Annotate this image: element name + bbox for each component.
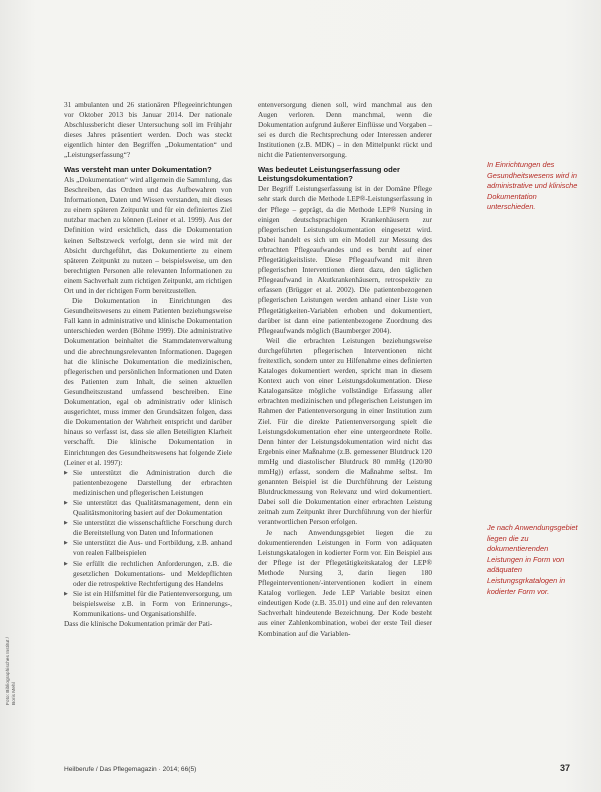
page-number: 37 [560, 763, 571, 773]
photo-credit: Foto: Bibliographisches Institut / Boris Mehl [6, 637, 17, 705]
section-heading-leistungserfassung: Was bedeutet Leistungserfassung oder Leistungsdokumentation? [258, 164, 400, 183]
list-item: ▶ Sie unterstützt das Qualitätsmanagement, denn ein Qualitätsmonitoring basiert auf der Dokumentation [64, 498, 232, 518]
list-item: ▶ Sie unterstützt die Aus- und Fortbildung, z.B. anhand von realen Fallbeispielen [64, 538, 232, 558]
intro-paragraph: 31 ambulanten und 26 stationären Pflegeeinrichtungen vor Oktober 2013 bis Januar 2014. Der nationale Abschlussbericht dieser Untersuchung soll im Frühjahr dieses Jahres präsentiert werden. Doch was steckt eigentlich hinter den Begriffen „Dokumentation“ und „Leistungserfassung“? [64, 100, 232, 160]
continuation-paragraph: entenversorgung dienen soll, wird manchmal aus den Augen verloren. Denn manchmal, wenn die Dokumentation aufgrund äußerer Einflüsse und Vorgaben – sei es durch die Rechtsprechung oder Interessen anderer Institutionen (z.B. MDK) – in den Mittelpunkt rückt und nicht die Patientenversorgung. [258, 100, 432, 160]
section-heading-documentation: Was versteht man unter Dokumentation? [64, 164, 212, 174]
closing-line: Dass die klinische Dokumentation primär der Pati- [64, 619, 213, 629]
definition-paragraph: Als „Dokumentation“ wird allgemein die Sammlung, das Beschreiben, das Ordnen und das Aufbewahren von Informationen, Daten und Wissen verstanden, mit dieses zu einem späteren Zeitpunkt und für ein definiertes Ziel nutzbar machen zu können (Leiner et al. 1999). Aus der Definition wird ersichtlich, dass die Dokumentation keinen Selbstzweck verfolgt, denn sie wird mit der Absicht durchgeführt, das Dokumentierte zu einem späteren Zeitpunkt zu nutzen – beispielsweise, um den berechtigten Personen alle relevanten Informationen zu einem Sachverhalt zum richtigen Zeitpunkt, am richtigen Ort und in der richtigen Form bereitzustellen. [64, 174, 232, 295]
margin-note-1: In Einrichtungen des Gesundheitswesens wird in administrative und klinische Dokumentation unterschieden. [487, 160, 578, 212]
text-column-left [64, 100, 232, 629]
list-item: ▶ Sie unterstützt die Administration durch die patientenbezogene Darstellung der erbrachten medizinischen und pflegerischen Leistungen [64, 468, 232, 498]
list-item: ▶ Sie unterstützt die wissenschaftliche Forschung durch die Bereitstellung von Daten und Informationen [64, 518, 232, 538]
footer-citation: Heilberufe / Das Pflegemagazin · 2014; 66(5) [64, 766, 197, 773]
clinical-documentation-paragraph: Die Dokumentation in Einrichtungen des Gesundheitswesens zu einem Patienten beziehungsweise Fall kann in administrative und klinische Dokumentation unterschieden werden (Böhme 1999). Die administrative Dokumentation beinhaltet die Stammdatenverwaltung und die abrechnungsrelevanten Informationen. Dagegen hat die klinische Dokumentation die medizinischen, pflegerischen und persönlichen Informationen und Daten des Patienten zum Inhalt, die seinen aktuellen Gesundheitszustand umfassend beschreiben. Eine Dokumentation, egal ob administrativ oder klinisch ausgerichtet, muss immer den Grundsätzen folgen, dass die Dokumentation der Wahrheit entspricht und darüber hinaus so verfasst ist, dass sie allen Beteiligten Klarheit verschafft. Die klinische Dokumentation in Einrichtungen des Gesundheitswesens hat folgende Ziele (Leiner et al. 1997): [64, 296, 232, 467]
margin-note-2: Je nach Anwendungsgebiet liegen die zu dokumentierenden Leistungen in Form von adäquaten Leistungsgrkatalogen in kodierter Form vor. [487, 523, 578, 596]
goals-list [64, 468, 232, 619]
lep-paragraph: Der Begriff Leistungserfassung ist in der Domäne Pflege sehr stark durch die Methode LEP®-Leistungserfassung in der Pflege – geprägt, da die Methode LEP® Nursing in einigen deutschsprachigen Krankenhäusern zur pflegerischen Leistungsdokumentation eingesetzt wird. Dabei handelt es sich um ein Modell zur Messung des erbrachten Pflegeaufwandes und es beruht auf einer Pflegetätigkeitsliste. Diese Pflegeaufwand mit ihren pflegerischen Interventionen dient dazu, den täglichen Pflegeaufwand in Akutkrankenhäusern, retrospektiv zu erfassen (Brügger et al. 2002). Die patientenbezogenen pflegerischen Leistungen werden anhand einer Liste von Pflegetätigkeiten-Variablen erhoben und dokumentiert, darüber ist dann eine patientenbezogene Zuordnung des Pflegeaufwands möglich (Baumberger 2004). [258, 184, 432, 335]
text-column-right [258, 100, 432, 639]
list-item: ▶ Sie ist ein Hilfsmittel für die Patientenversorgung, um beispielsweise z.B. in Form von Erinnerungs-, Kommunikations- und Organisationshilfe. [64, 589, 232, 619]
katalog-paragraph: Je nach Anwendungsgebiet liegen die zu dokumentierenden Leistungen in Form von adäquaten Leistungskatalogen in kodierter Form vor. Ein Beispiel aus der Pflege ist der Pflegetätigkeitskatalog der LEP® Methode Nursing 3, darin liegen 180 Pflegeinterventionen/-interventionen kodiert in einem Katalog vorliegen. Jede LEP Variable besitzt einen eindeutigen Kode (z.B. 35.01) und eine auf den relevanten Sachverhalt hindeutende Bezeichnung. Der Kode besteht aus einer Zahlenkombination, wobei der erste Teil dieser Kombination auf die Variablen- [258, 527, 432, 638]
list-item: ▶ Sie erfüllt die rechtlichen Anforderungen, z.B. die gesetzlichen Dokumentations- und Meldepflichten oder die retrospektive Rechtfertigung des Handelns [64, 559, 232, 589]
leistungsdokumentation-paragraph: Weil die erbrachten Leistungen beziehungsweise durchgeführten pflegerischen Interventionen nicht freitextlich, sondern unter zu Hilfenahme eines definierten Kataloges dokumentiert werden, spricht man in diesem Kontext auch von einer Leistungsdokumentation. Diese Katalogansätze mögliche vollständige Erfassung aller erbrachten medizinischen und pflegerischen Leistungen im Rahmen der Patientenversorgung in einer Institution zum Ziel. Für die direkte Patientenversorgung spielt die Leistungsdokumentation eher eine untergeordnete Rolle. Denn hinter der Leistungsdokumentation wird nicht das Ergebnis einer Maßnahme (z.B. gemessener Blutdruck 120 mmHg und diastolischer Blutdruck 80 mmHg (120/80 mmHg)) erfasst, sondern die Maßnahme selbst. Im genannten Beispiel ist die Durchführung der Leistung Blutdruckmessung von Relevanz und wird dokumentiert. Dabei soll die Dokumentation einer erbrachten Leistung zeitnah zum Zeitpunkt ihrer Durchführung von der hierfür verantwortlichen Person erfolgen. [258, 335, 432, 527]
